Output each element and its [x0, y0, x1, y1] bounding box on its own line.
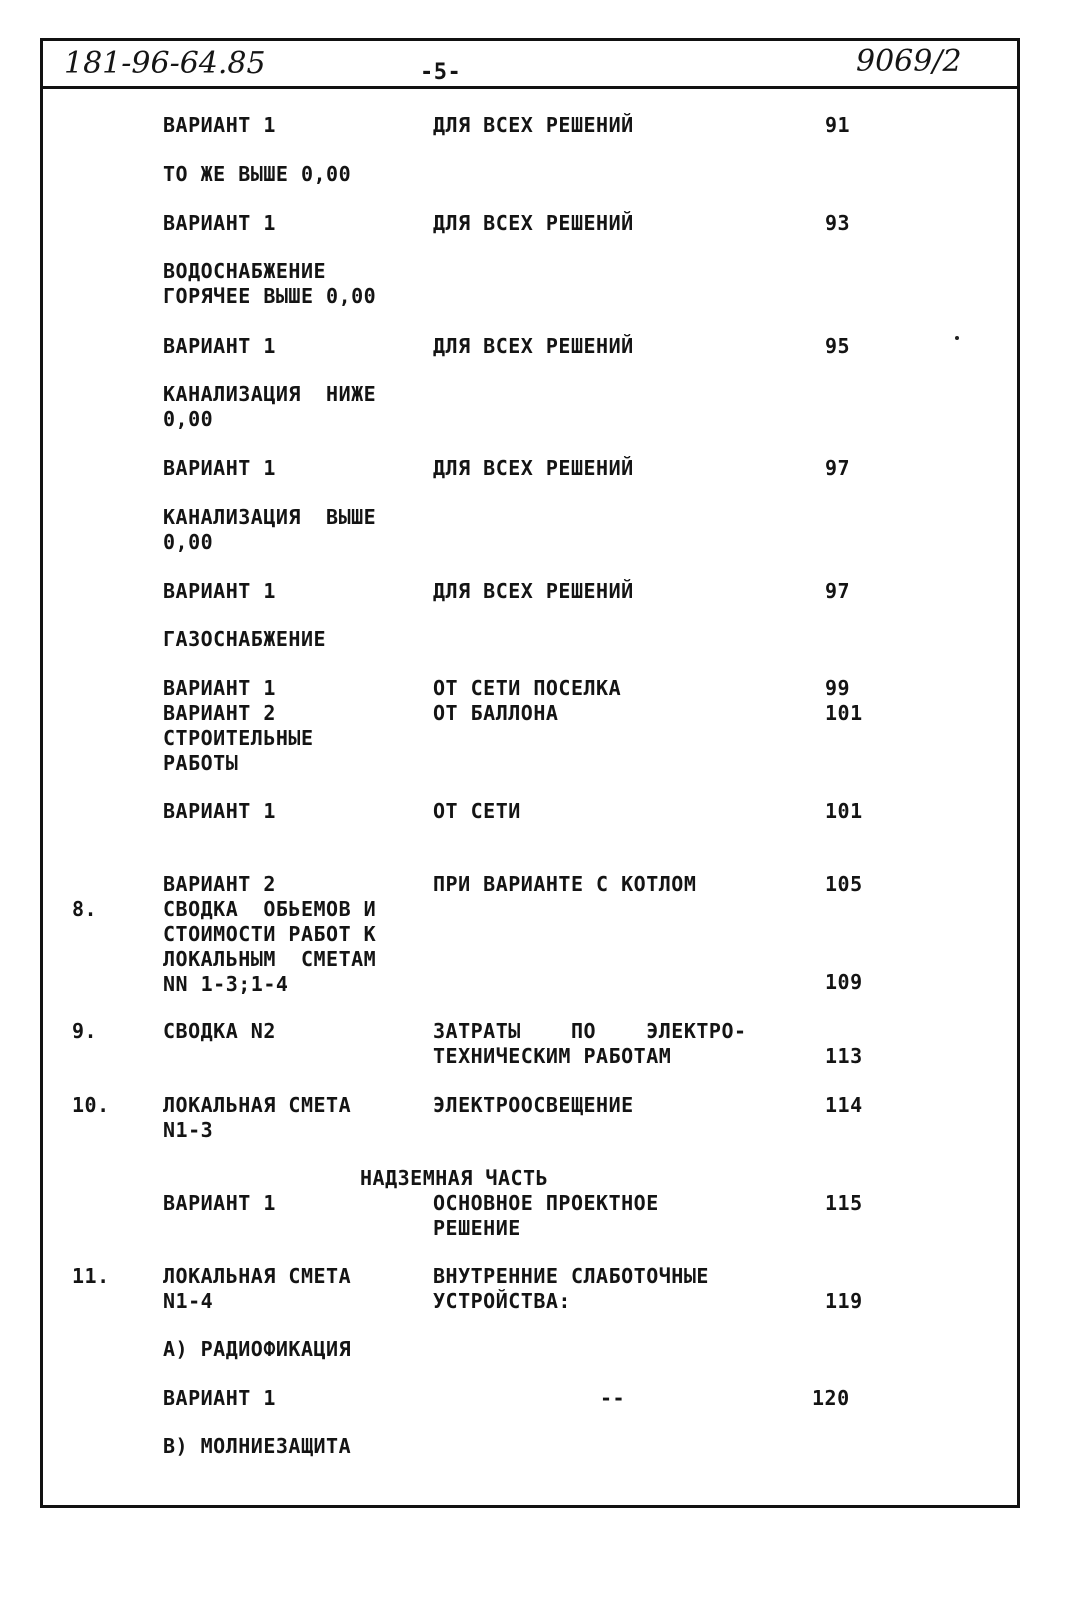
entry-page: 113	[825, 1044, 863, 1068]
entry-page: 99 101	[825, 676, 863, 725]
entry-label: ЛОКАЛЬНАЯ СМЕТА N1-4	[163, 1264, 352, 1313]
item-number: 8.	[72, 897, 98, 921]
item-number: 11.	[72, 1264, 110, 1288]
entry-description: ДЛЯ ВСЕХ РЕШЕНИЙ	[433, 334, 634, 358]
entry-description: ОТ СЕТИ ПОСЕЛКА ОТ БАЛЛОНА	[433, 676, 622, 725]
entry-label: ВАРИАНТ 1	[163, 211, 276, 235]
entry-label: ВАРИАНТ 1	[163, 799, 276, 823]
entry-label: ВАРИАНТ 1	[163, 1386, 276, 1410]
entry-label: ВАРИАНТ 1	[163, 334, 276, 358]
entry-description: ЭЛЕКТРООСВЕЩЕНИЕ	[433, 1093, 634, 1117]
entry-label: СВОДКА ОБЬЕМОВ И СТОИМОСТИ РАБОТ К ЛОКАЛЬНЫМ СМЕТАМ NN 1-3;1-4	[163, 897, 377, 996]
entry-description: ВНУТРЕННИЕ СЛАБОТОЧНЫЕ УСТРОЙСТВА:	[433, 1264, 709, 1313]
entry-page: 105	[825, 872, 863, 896]
entry-label: ВАРИАНТ 1 ВАРИАНТ 2 СТРОИТЕЛЬНЫЕ РАБОТЫ	[163, 676, 314, 775]
entry-description: ЗАТРАТЫ ПО ЭЛЕКТРО- ТЕХНИЧЕСКИМ РАБОТАМ	[433, 1019, 747, 1068]
entry-page: 109	[825, 970, 863, 994]
sheet-id: 9069/2	[856, 44, 962, 79]
section-heading: КАНАЛИЗАЦИЯ ВЫШЕ 0,00	[163, 505, 377, 554]
entry-label: ВАРИАНТ 2	[163, 872, 276, 896]
page-number: -5-	[420, 60, 462, 85]
item-number: 10.	[72, 1093, 110, 1117]
speck	[955, 336, 959, 340]
entry-description: ДЛЯ ВСЕХ РЕШЕНИЙ	[433, 113, 634, 137]
section-heading: ВОДОСНАБЖЕНИЕ ГОРЯЧЕЕ ВЫШЕ 0,00	[163, 259, 377, 308]
entry-page: 101	[825, 799, 863, 823]
header-divider	[40, 86, 1020, 89]
entry-label: ВАРИАНТ 1	[163, 1191, 276, 1215]
entry-page: 97	[825, 456, 851, 480]
entry-description: ДЛЯ ВСЕХ РЕШЕНИЙ	[433, 456, 634, 480]
entry-description: ДЛЯ ВСЕХ РЕШЕНИЙ	[433, 211, 634, 235]
section-heading: ГАЗОСНАБЖЕНИЕ	[163, 627, 327, 651]
entry-page: 95	[825, 334, 851, 358]
entry-label: ВАРИАНТ 1	[163, 579, 276, 603]
entry-page: 120	[812, 1386, 850, 1410]
entry-label: ЛОКАЛЬНАЯ СМЕТА N1-3	[163, 1093, 352, 1142]
entry-label: ВАРИАНТ 1	[163, 113, 276, 137]
section-heading: А) РАДИОФИКАЦИЯ	[163, 1337, 352, 1361]
entry-description: --	[600, 1386, 626, 1410]
entry-page: 93	[825, 211, 851, 235]
doc-code: 181-96-64.85	[64, 46, 266, 81]
entry-description: ОТ СЕТИ	[433, 799, 521, 823]
entry-label: СВОДКА N2	[163, 1019, 276, 1043]
item-number: 9.	[72, 1019, 98, 1043]
entry-page: 115	[825, 1191, 863, 1215]
entry-page: 114	[825, 1093, 863, 1117]
entry-page: 91	[825, 113, 851, 137]
entry-page: 119	[825, 1289, 863, 1313]
entry-label: ВАРИАНТ 1	[163, 456, 276, 480]
section-heading: ТО ЖЕ ВЫШЕ 0,00	[163, 162, 352, 186]
entry-description: ОСНОВНОЕ ПРОЕКТНОЕ РЕШЕНИЕ	[433, 1191, 659, 1240]
entry-description: ДЛЯ ВСЕХ РЕШЕНИЙ	[433, 579, 634, 603]
entry-page: 97	[825, 579, 851, 603]
section-heading: НАДЗЕМНАЯ ЧАСТЬ	[360, 1166, 549, 1190]
entry-description: ПРИ ВАРИАНТЕ С КОТЛОМ	[433, 872, 697, 896]
section-heading: В) МОЛНИЕЗАЩИТА	[163, 1434, 352, 1458]
section-heading: КАНАЛИЗАЦИЯ НИЖЕ 0,00	[163, 382, 377, 431]
